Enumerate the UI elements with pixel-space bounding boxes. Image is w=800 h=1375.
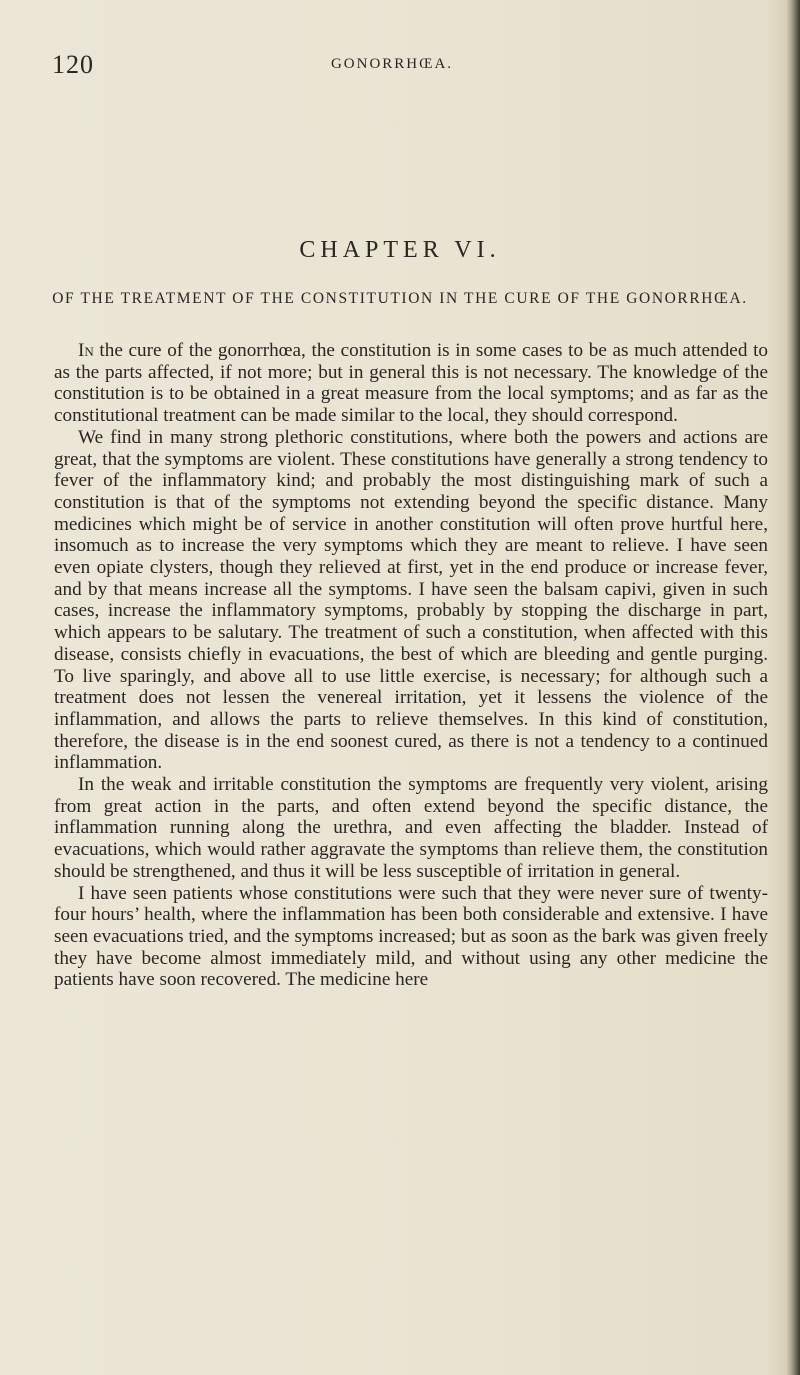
page-number: 120 [52, 50, 94, 79]
page-edge-shadow [786, 0, 800, 1375]
running-title: GONORRHŒA. [330, 56, 454, 72]
paragraph-4: I have seen patients whose constitutions were such that they were never sure of twenty-four hours’ health, where the inflammation has been both considerable and extensive. I have seen evacuations tried, and the symptoms increased; but as soon as the bark was given freely they have become almost immediately mild, and without using any other medicine the patients have soon recovered. The medicine here [54, 882, 768, 991]
chapter-title: CHAPTER VI. [299, 237, 501, 263]
paragraph-2: We find in many strong plethoric constitutions, where both the powers and actions are great, that the symptoms are violent. These constitutions have generally a strong tendency to fever of the inflammatory kind; and probably the most distinguishing mark of such a constitution is that of the symptoms not extending beyond the specific distance. Many medicines which might be of service in another constitution will often prove hurtful here, insomuch as to increase the very symptoms which they are meant to relieve. I have seen even opiate clysters, though they relieved at first, yet in the end produce or increase fever, and by that means increase all the symptoms. I have seen the balsam capivi, given in such cases, increase the inflammatory symptoms, probably by stopping the discharge in part, which appears to be salutary. The treatment of such a constitution, when affected with this disease, consists chiefly in evacuations, the best of which are bleeding and gentle purging. To live sparingly, and above all to use little exercise, is necessary; for although such a treatment does not lessen the venereal irritation, yet it lessens the violence of the inflammation, and allows the parts to relieve themselves. In this kind of constitution, therefore, the disease is in the end soonest cured, as there is not a tendency to a continued inflammation. [54, 426, 768, 774]
paragraph-1-text: the cure of the gonorrhœa, the constitution is in some cases to be as much attended to as the parts affected, if not more; but in general this is not necessary. The knowledge of the constitution is to be obtained in a great measure from the local symptoms; and as far as the constitutional treatment can be made similar to the local, they should correspond. [54, 340, 768, 427]
chapter-subtitle: OF THE TREATMENT OF THE CONSTITUTION IN THE CURE OF THE GONORRHŒA. [52, 290, 748, 307]
paragraph-1-first-word: In [78, 340, 94, 361]
running-head [52, 50, 732, 80]
body-text [54, 340, 768, 991]
paragraph-3: In the weak and irritable constitution the symptoms are frequently very violent, arising from great action in the parts, and often extend beyond the specific distance, the inflammation running along the urethra, and even affecting the bladder. Instead of evacuations, which would rather aggravate the symptoms than relieve them, the constitution should be strengthened, and thus it will be less susceptible of irritation in general. [54, 774, 768, 882]
paragraph-1 [54, 340, 768, 427]
